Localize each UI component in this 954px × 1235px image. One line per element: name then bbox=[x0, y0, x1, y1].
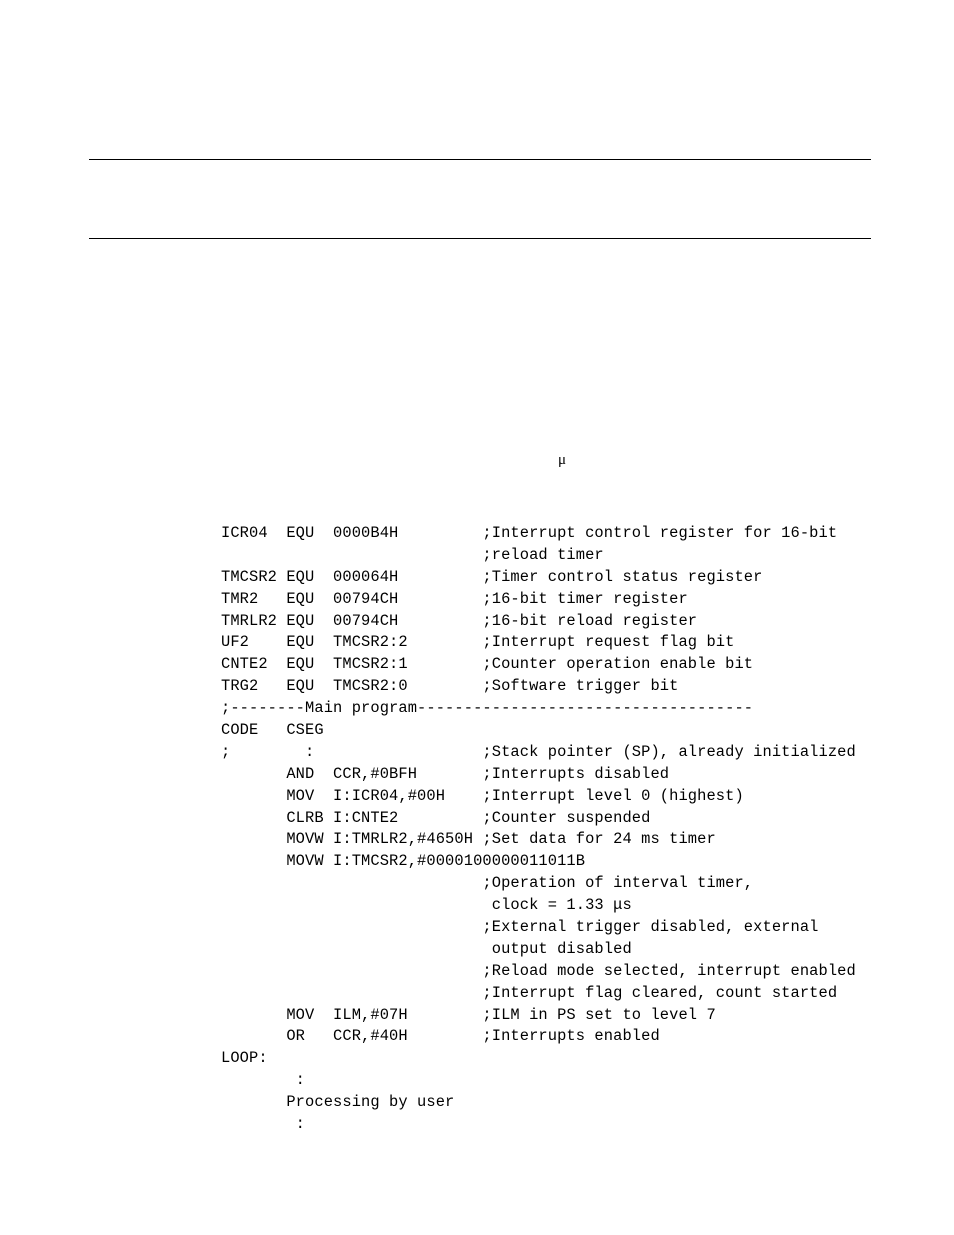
code-line: ;Interrupt flag cleared, count started bbox=[221, 983, 838, 1002]
code-line: TRG2 EQU TMCSR2:0 ;Software trigger bit bbox=[221, 677, 679, 696]
header-rule-top bbox=[89, 159, 871, 160]
code-line: ; : ;Stack pointer (SP), already initialized bbox=[221, 742, 856, 761]
code-line: output disabled bbox=[221, 939, 632, 958]
code-line: OR CCR,#40H ;Interrupts enabled bbox=[221, 1027, 660, 1046]
stray-mu-symbol: μ bbox=[558, 452, 567, 468]
code-line: CLRB I:CNTE2 ;Counter suspended bbox=[221, 808, 651, 827]
header-rule-bottom bbox=[89, 238, 871, 239]
code-line: LOOP: bbox=[221, 1049, 268, 1068]
code-line: ICR04 EQU 0000B4H ;Interrupt control register for 16-bit bbox=[221, 524, 838, 542]
code-line: CNTE2 EQU TMCSR2:1 ;Counter operation enable bit bbox=[221, 655, 754, 674]
code-line: TMR2 EQU 00794CH ;16-bit timer register bbox=[221, 589, 688, 608]
code-line: Processing by user bbox=[221, 1093, 455, 1112]
code-line: : bbox=[221, 1115, 306, 1134]
code-line: MOV I:ICR04,#00H ;Interrupt level 0 (highest) bbox=[221, 786, 744, 805]
code-line: TMRLR2 EQU 00794CH ;16-bit reload register bbox=[221, 611, 698, 630]
code-line: CODE CSEG bbox=[221, 721, 324, 740]
code-listing bbox=[221, 523, 921, 1136]
code-line: AND CCR,#0BFH ;Interrupts disabled bbox=[221, 764, 670, 783]
code-line: ;--------Main program------------------------------------ bbox=[221, 699, 754, 718]
code-line: ;Reload mode selected, interrupt enabled bbox=[221, 961, 856, 980]
code-line: MOV ILM,#07H ;ILM in PS set to level 7 bbox=[221, 1005, 716, 1024]
code-line: MOVW I:TMCSR2,#0000100000011011B bbox=[221, 852, 586, 871]
code-line: UF2 EQU TMCSR2:2 ;Interrupt request flag bit bbox=[221, 633, 735, 652]
code-line: : bbox=[221, 1071, 306, 1090]
code-line: TMCSR2 EQU 000064H ;Timer control status register bbox=[221, 567, 763, 586]
code-line: clock = 1.33 μs bbox=[221, 896, 632, 915]
code-line: ;Operation of interval timer, bbox=[221, 874, 754, 893]
code-line: ;reload timer bbox=[221, 545, 604, 564]
code-line: MOVW I:TMRLR2,#4650H ;Set data for 24 ms timer bbox=[221, 830, 716, 849]
code-line: ;External trigger disabled, external bbox=[221, 918, 819, 937]
